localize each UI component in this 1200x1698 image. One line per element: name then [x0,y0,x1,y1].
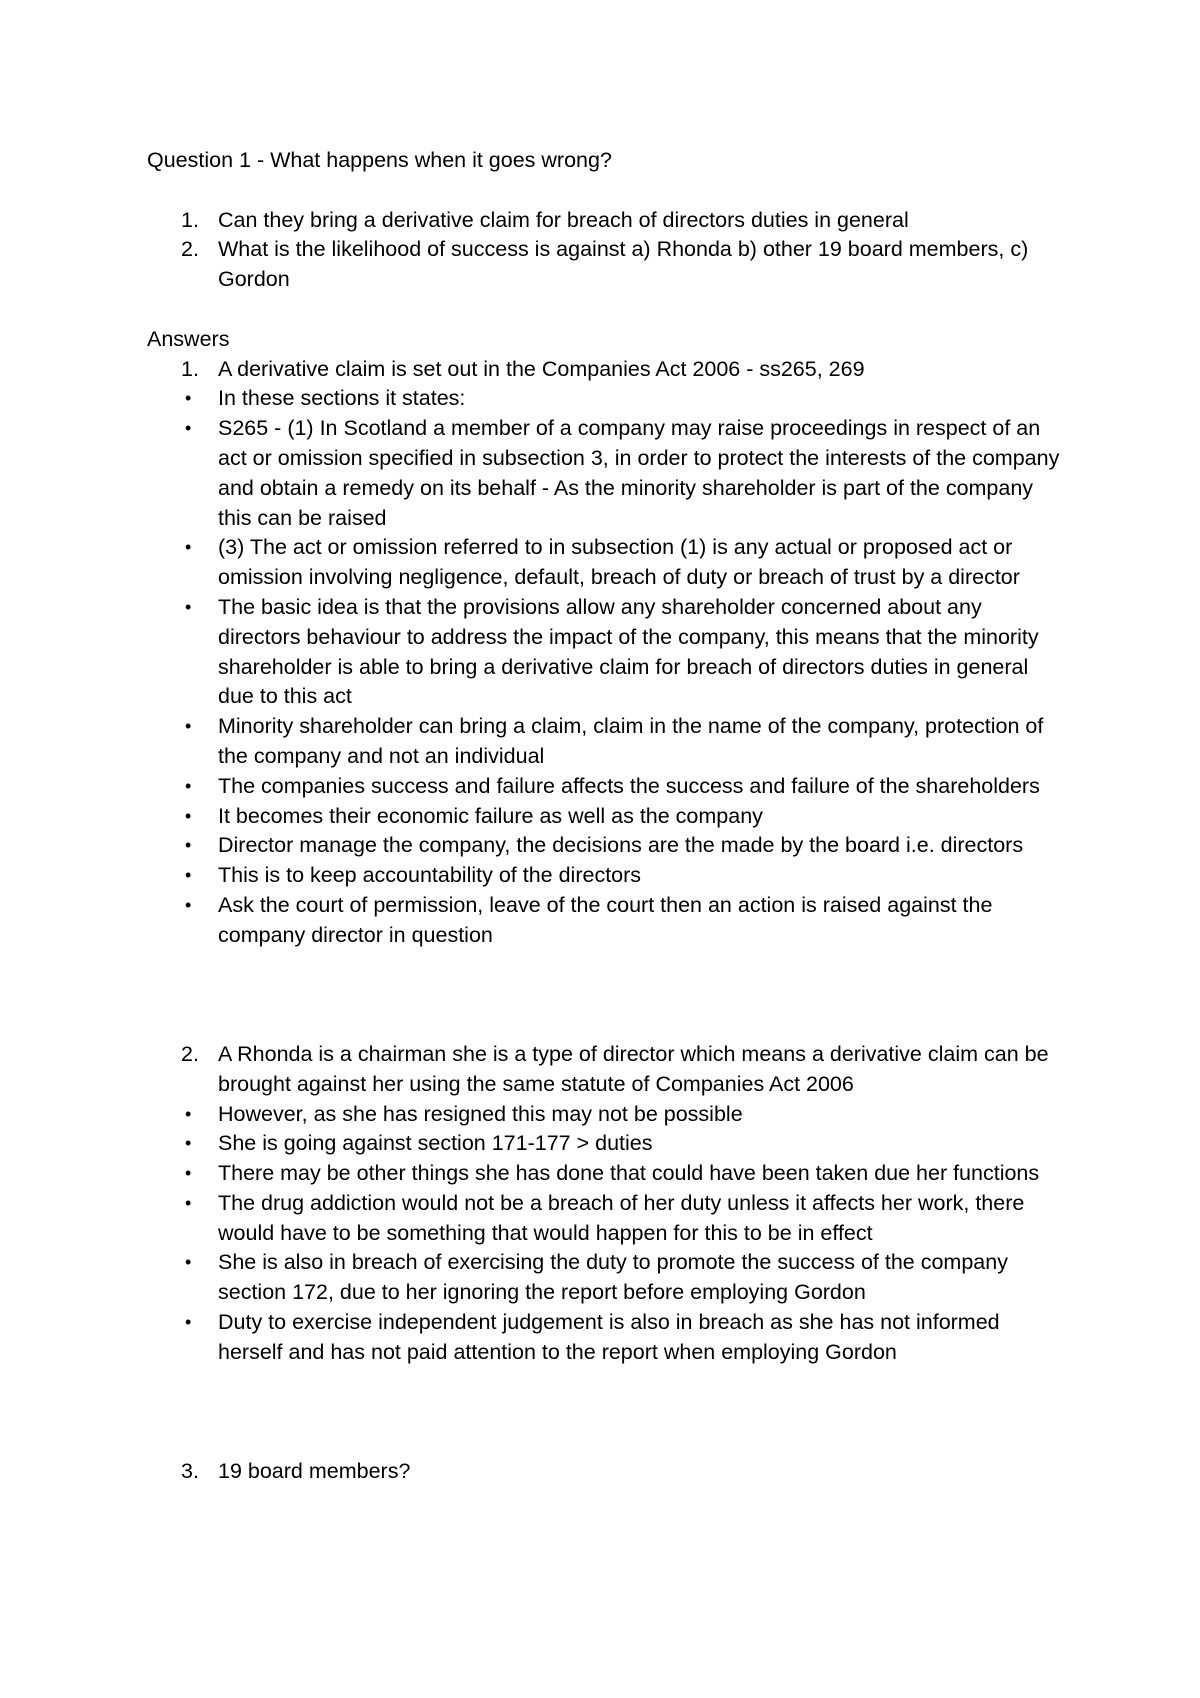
answer-section-3 [147,1457,1067,1487]
bullet-icon: • [185,418,192,439]
bullet-item [147,533,1067,593]
bullet-icon: • [185,1312,192,1333]
spacer [147,1368,1067,1457]
answer-item [147,1457,1067,1487]
bullet-text: She is also in breach of exercising the duty to promote the success of the company section 172, due to her ignoring the report before employing Gordon [218,1250,1008,1305]
bullet-text: Ask the court of permission, leave of the court then an action is raised against the company director in question [218,892,993,947]
question-text: Can they bring a derivative claim for breach of directors duties in general [218,207,909,232]
bullet-text: Director manage the company, the decisions are the made by the board i.e. directors [218,833,1024,858]
bullet-icon: • [185,1252,192,1273]
bullet-item [147,1308,1067,1368]
answer-text: 19 board members? [218,1459,411,1484]
bullet-text: (3) The act or omission referred to in subsection (1) is any actual or proposed act or omission involving negligence, default, breach of duty or breach of trust by a director [218,535,1020,590]
spacer [147,295,1067,325]
bullet-text: It becomes their economic failure as well as the company [218,803,763,828]
bullet-text: S265 - (1) In Scotland a member of a company may raise proceedings in respect of an act or omission specified in subsection 3, in order to protect the interests of the company and obtain a remedy on its behalf - As the minority shareholder is part of the company this can be raised [218,416,1060,530]
bullet-icon: • [185,1192,192,1213]
bullet-item [147,1159,1067,1189]
answer-text: A Rhonda is a chairman she is a type of director which means a derivative claim can be brought against her using the same statute of Companies Act 2006 [218,1041,1049,1096]
bullet-icon: • [185,835,192,856]
bullet-text: The basic idea is that the provisions allow any shareholder concerned about any directors behaviour to address the impact of the company, this means that the minority shareholder is able to bring a derivative claim for breach of directors duties in general due to this act [218,594,1039,709]
question-item [147,235,1067,295]
bullet-text: The drug addiction would not be a breach of her duty unless it affects her work, there would have to be something that would happen for this to be in effect [218,1190,1025,1245]
bullet-icon: • [185,865,192,886]
bullet-item [147,772,1067,802]
bullet-item [147,891,1067,951]
bullet-icon: • [185,388,192,409]
answer-section-1 [147,355,1067,951]
bullet-text: Duty to exercise independent judgement is also in breach as she has not informed herself and has not paid attention to the report when employing Gordon [218,1310,1000,1364]
bullet-item [147,1189,1067,1249]
bullet-item [147,1248,1067,1308]
bullet-text: This is to keep accountability of the directors [218,863,642,888]
list-number: 3. [181,1459,199,1484]
answer-text: A derivative claim is set out in the Companies Act 2006 - ss265, 269 [218,356,865,381]
question-list [147,206,1067,295]
bullet-text: However, as she has resigned this may not be possible [218,1101,743,1126]
bullet-icon: • [185,716,192,737]
bullet-item [147,831,1067,861]
answer-item [147,355,1067,385]
bullet-icon: • [185,537,192,558]
answer-item [147,1040,1067,1100]
spacer [147,951,1067,1040]
bullet-text: In these sections it states: [218,386,466,411]
bullet-icon: • [185,1163,192,1184]
question-heading: Question 1 - What happens when it goes wrong? [147,148,612,172]
bullet-item [147,802,1067,832]
bullet-item [147,712,1067,772]
list-number: 2. [181,1041,199,1066]
list-number: 2. [181,237,199,262]
bullet-item [147,593,1067,712]
spacer [147,176,1067,206]
bullet-text: The companies success and failure affects the success and failure of the shareholders [218,773,1040,798]
bullet-icon: • [185,1133,192,1154]
bullet-icon: • [185,775,192,796]
bullet-item [147,384,1067,414]
list-number: 1. [181,356,199,381]
bullet-icon: • [185,596,192,617]
document-body [147,146,1067,1487]
answers-heading: Answers [147,326,230,351]
bullet-text: She is going against section 171-177 > duties [218,1131,653,1156]
bullet-item [147,1129,1067,1159]
bullet-text: There may be other things she has done that could have been taken due her functions [218,1161,1040,1186]
bullet-icon: • [185,805,192,826]
bullet-item [147,861,1067,891]
bullet-icon: • [185,894,192,915]
answer-section-2 [147,1040,1067,1368]
bullet-item [147,1100,1067,1130]
bullet-icon: • [185,1103,192,1124]
bullet-text: Minority shareholder can bring a claim, claim in the name of the company, protection of the company and not an individual [218,714,1044,768]
bullet-item [147,414,1067,533]
question-item [147,206,1067,236]
question-text: What is the likelihood of success is against a) Rhonda b) other 19 board members, c) Gordon [218,237,1029,292]
list-number: 1. [181,207,199,232]
